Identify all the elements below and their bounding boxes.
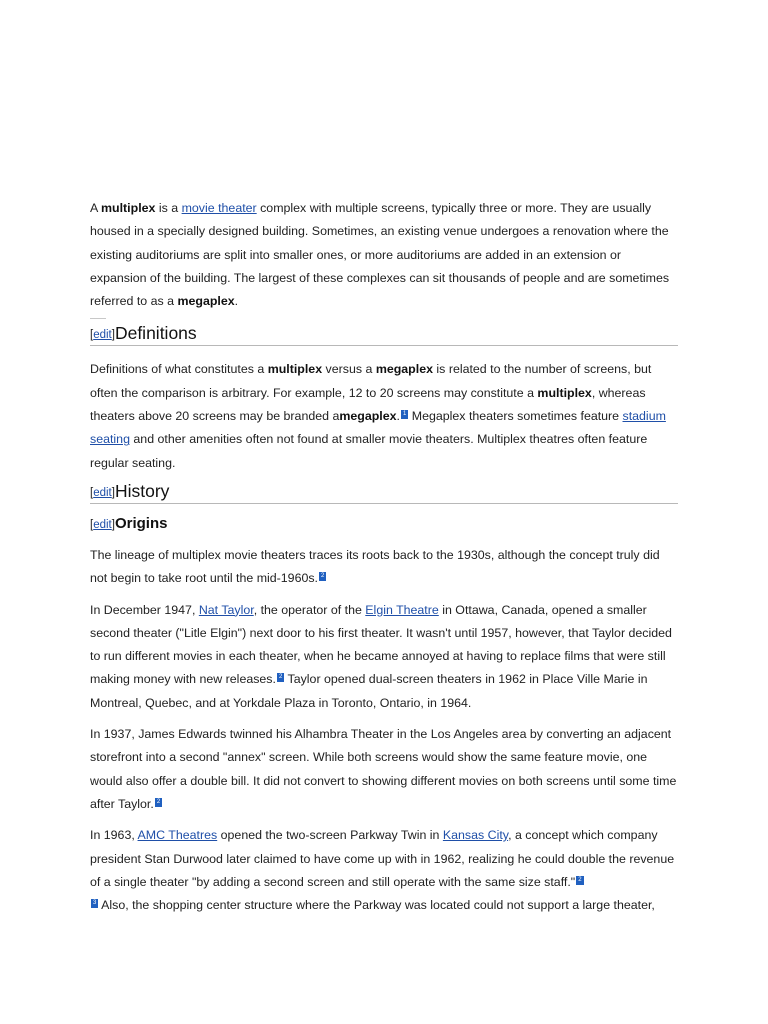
text: In 1937, James Edwards twinned his Alhambra Theater in the Los Angeles area by converting an adjacent storefront into a second "annex" screen. While both screens would show the same feature movie, one would also offer a double bill. It did not convert to showing different movies on both screens until some time after Taylor.: [90, 727, 677, 811]
link-movie-theater[interactable]: movie theater: [181, 201, 257, 215]
bracket: [: [90, 518, 94, 531]
edit-link-history[interactable]: edit: [93, 486, 112, 499]
edit-section-history: [90, 486, 115, 500]
text: complex with multiple screens, typically three or more. They are usually housed in a specially designed building. Sometimes, an existing venue undergoes a renovation where the existing auditoriums are split into smaller ones, or more auditoriums are added in an extension or expansion of the building. The largest of these complexes can sit thousands of people and are sometimes referred to as a: [90, 201, 670, 309]
text: and other amenities often not found at smaller movie theaters. Multiplex theatres often feature regular seating.: [90, 432, 648, 470]
divider: [90, 318, 106, 319]
link-kansas-city[interactable]: Kansas City: [442, 828, 509, 843]
bracket: ]: [111, 518, 115, 531]
edit-link-definitions[interactable]: edit: [93, 329, 112, 342]
subsection-heading-origins: [90, 515, 678, 533]
text: versus a: [322, 362, 376, 377]
link-stadium-seating[interactable]: stadium seating: [90, 409, 666, 447]
section-heading-history: [90, 481, 678, 504]
bold-term-multiplex: multiplex: [101, 201, 156, 215]
edit-section-origins: [90, 518, 115, 532]
text: opened the two-screen Parkway Twin in: [217, 828, 443, 843]
heading-title-history: History: [114, 480, 170, 501]
link-nat-taylor[interactable]: Nat Taylor: [198, 602, 254, 617]
article-body: [90, 197, 678, 917]
bold-term-multiplex: multiplex: [537, 385, 592, 400]
text: .: [396, 409, 400, 424]
heading-title-definitions: Definitions: [114, 323, 197, 344]
citation-link[interactable]: 3: [93, 900, 97, 907]
citation-link[interactable]: 2: [578, 876, 582, 883]
text: Also, the shopping center structure where the Parkway was located could not support a large theater,: [98, 898, 655, 913]
text: .: [234, 294, 239, 309]
bold-term-multiplex: multiplex: [267, 362, 323, 377]
text: , whereas theaters above 20 screens may be branded a: [90, 385, 646, 424]
bold-term-megaplex: megaplex: [177, 294, 235, 309]
link-elgin-theatre[interactable]: Elgin Theatre: [365, 602, 439, 617]
origins-paragraph-4: [90, 824, 678, 917]
section-heading-definitions: [90, 323, 678, 346]
text: Taylor opened dual-screen theaters in 1962 in Place Ville Marie in Montreal, Quebec, and at Yorkdale Plaza in Toronto, Ontario, in 1964.: [90, 672, 648, 710]
bracket: ]: [111, 329, 115, 342]
text: , a concept which company president Stan Durwood later claimed to have come up with in 1962, realizing he could double the revenue of a single theater "by adding a second screen and still operate with the same size staff.": [90, 828, 675, 889]
text: The lineage of multiplex movie theaters traces its roots back to the 1930s, although the concept truly did not begin to take root until the mid-1960s.: [90, 547, 660, 586]
citation-link[interactable]: 2: [321, 573, 325, 580]
text: In 1963,: [90, 828, 138, 843]
definitions-paragraph: [90, 358, 678, 474]
text: is related to the number of screens, but often the comparison is arbitrary. For example, 12 to 20 screens may constitute a: [90, 362, 652, 400]
bracket: ]: [111, 486, 115, 499]
intro-paragraph: [90, 197, 678, 313]
text: in Ottawa, Canada, opened a smaller second theater ("Litle Elgin") next door to his first theater. It wasn't until 1957, however, that Taylor decided to run different movies in each theater, when he became annoyed at having to replace films that were still making money with new releases.: [90, 602, 672, 687]
bold-term-megaplex: megaplex: [339, 409, 397, 424]
heading-title-origins: Origins: [114, 514, 168, 532]
text: , the operator of the: [253, 602, 366, 617]
text: Megaplex theaters sometimes feature: [408, 409, 623, 424]
text: Definitions of what constitutes a: [90, 362, 268, 377]
bracket: [: [90, 329, 94, 342]
bracket: [: [90, 486, 94, 499]
text: is a: [155, 201, 182, 215]
citation-link[interactable]: 1: [402, 411, 407, 418]
origins-paragraph-1: [90, 544, 678, 591]
text: A: [90, 201, 102, 215]
text: In December 1947,: [90, 602, 199, 617]
citation-link[interactable]: 2: [278, 674, 283, 681]
link-amc-theatres[interactable]: AMC Theatres: [137, 828, 218, 843]
origins-paragraph-2: [90, 599, 678, 715]
citation-link[interactable]: 2: [156, 798, 161, 805]
edit-link-origins[interactable]: edit: [93, 518, 112, 531]
bold-term-megaplex: megaplex: [375, 362, 433, 377]
edit-section-definitions: [90, 328, 115, 342]
origins-paragraph-3: [90, 723, 678, 816]
